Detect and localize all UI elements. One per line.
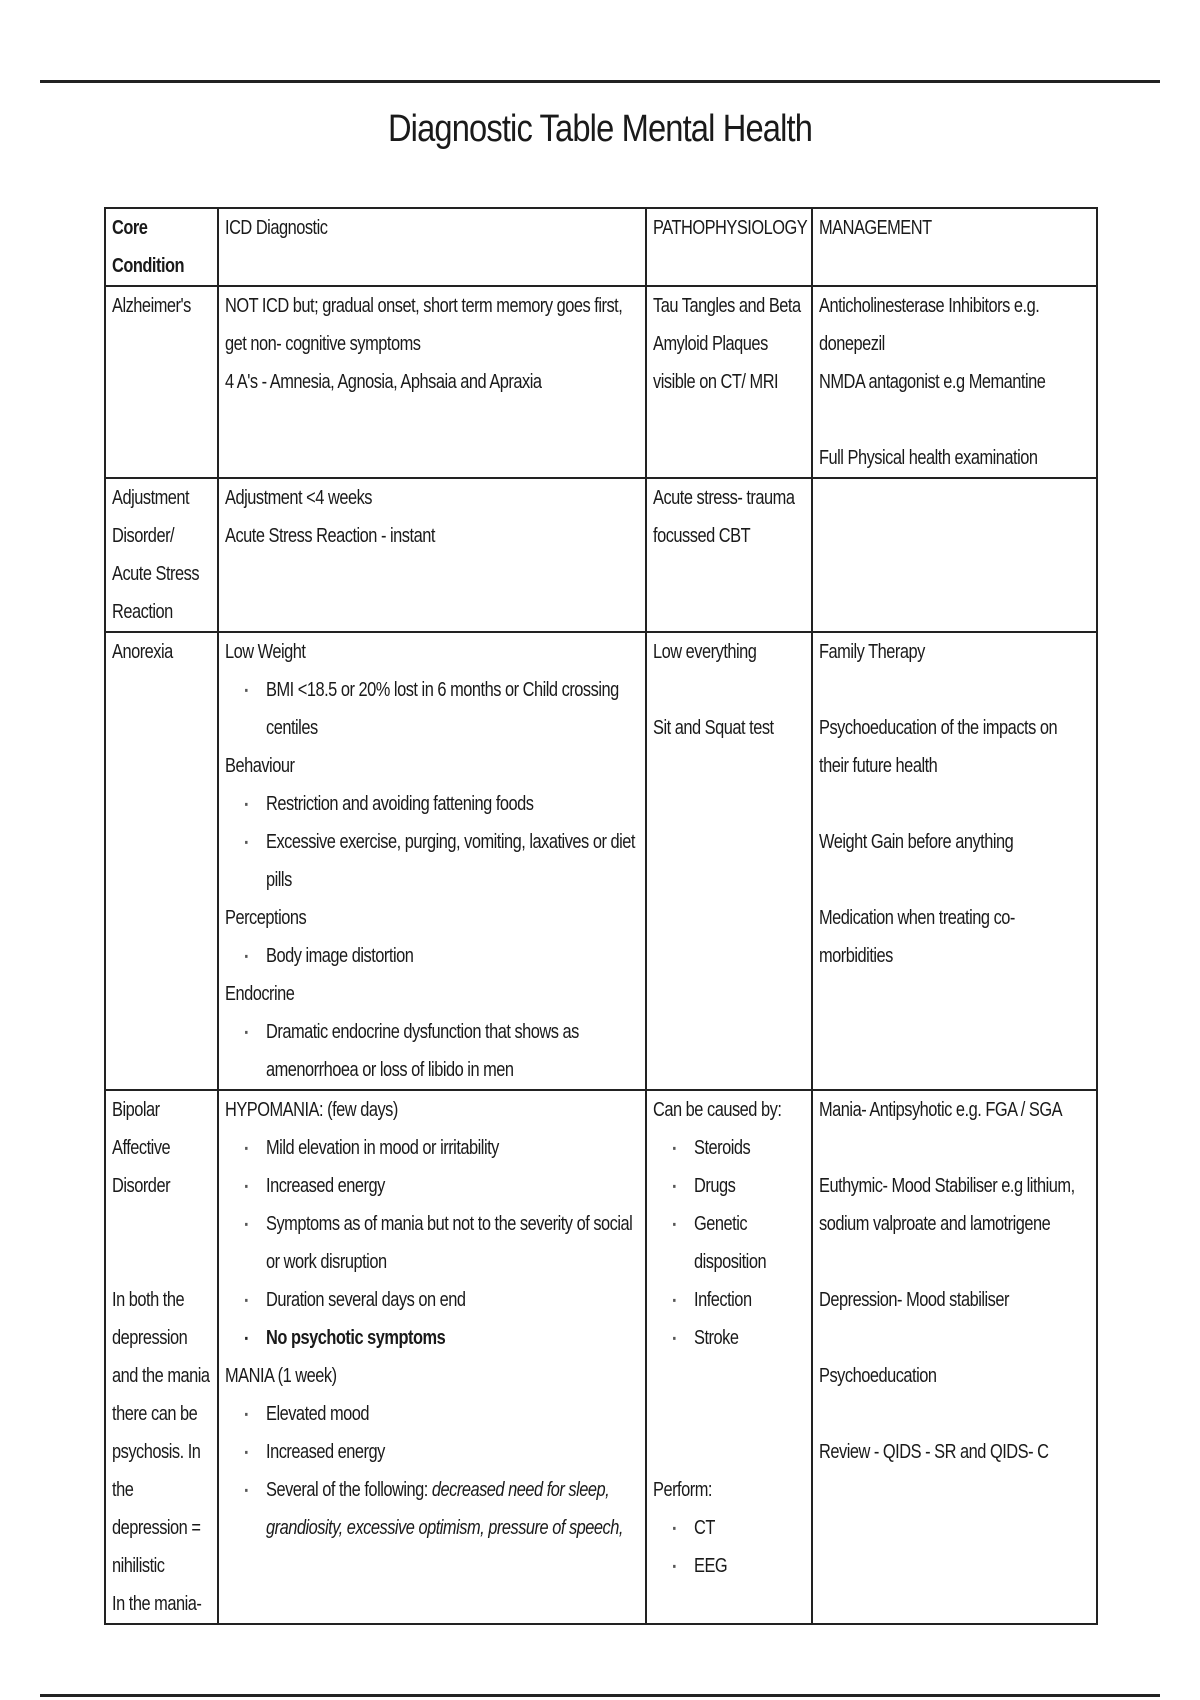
list-item: ▪ CT bbox=[694, 1509, 805, 1547]
patho-cell: Tau Tangles and Beta Amyloid Plaques visible on CT/ MRI bbox=[646, 286, 812, 478]
spacer bbox=[819, 861, 1090, 899]
condition-cell: Alzheimer's bbox=[105, 286, 218, 478]
management-text: Anticholinesterase Inhibitors e.g. donepezil bbox=[818, 295, 1040, 355]
table-row-adjustment bbox=[105, 478, 1097, 632]
spacer bbox=[819, 1243, 1090, 1281]
management-cell bbox=[812, 286, 1097, 478]
table-row-anorexia bbox=[105, 632, 1097, 1090]
icd-cell bbox=[218, 632, 646, 1090]
list-item: ▪ Duration several days on end bbox=[266, 1281, 639, 1319]
condition-note: In both the depression and the mania there can be psychosis. In the depression = nihilistic bbox=[112, 1289, 210, 1577]
management-text: Mania- Antipsyhotic e.g. FGA / SGA bbox=[818, 1099, 1062, 1121]
list-item-bold: ▪ No psychotic symptoms bbox=[266, 1319, 639, 1357]
header-management: MANAGEMENT bbox=[812, 208, 1097, 286]
diagnostic-table bbox=[104, 207, 1098, 1625]
icd-text: Acute Stress Reaction - instant bbox=[225, 525, 436, 547]
bullet-list bbox=[225, 671, 639, 747]
list-item: ▪ Drugs bbox=[694, 1167, 805, 1205]
spacer bbox=[819, 785, 1090, 823]
bottom-rule bbox=[40, 1694, 1160, 1697]
bullet-list bbox=[653, 1509, 805, 1585]
section-heading: HYPOMANIA: (few days) bbox=[225, 1099, 399, 1121]
management-text: Depression- Mood stabiliser bbox=[818, 1289, 1009, 1311]
page-title: Diagnostic Table Mental Health bbox=[387, 108, 813, 150]
patho-cell bbox=[646, 1090, 812, 1624]
management-cell bbox=[812, 632, 1097, 1090]
management-cell bbox=[812, 478, 1097, 632]
section-heading: Endocrine bbox=[225, 983, 295, 1005]
bullet-list bbox=[225, 1395, 639, 1547]
list-item: ▪ Symptoms as of mania but not to the severity of social or work disruption bbox=[266, 1205, 639, 1281]
section-heading: Low Weight bbox=[225, 641, 306, 663]
spacer bbox=[653, 1433, 805, 1471]
management-text: Medication when treating co- morbidities bbox=[818, 907, 1015, 967]
list-item: ▪ Steroids bbox=[694, 1129, 805, 1167]
spacer bbox=[819, 1395, 1090, 1433]
bullet-list bbox=[225, 937, 639, 975]
section-heading: Can be caused by: bbox=[653, 1099, 782, 1121]
patho-text: Sit and Squat test bbox=[653, 717, 774, 739]
management-text: Euthymic- Mood Stabiliser e.g lithium, sodium valproate and lamotrigene bbox=[818, 1175, 1075, 1235]
top-rule bbox=[40, 80, 1160, 83]
list-item: ▪ Restriction and avoiding fattening foods bbox=[266, 785, 639, 823]
list-item: ▪ Dramatic endocrine dysfunction that shows as amenorrhoea or loss of libido in men bbox=[266, 1013, 639, 1089]
bullet-list bbox=[225, 1129, 639, 1357]
patho-cell bbox=[646, 632, 812, 1090]
spacer bbox=[653, 1357, 805, 1395]
patho-cell: Acute stress- trauma focussed CBT bbox=[646, 478, 812, 632]
list-item: ▪ Elevated mood bbox=[266, 1395, 639, 1433]
section-heading: Perform: bbox=[653, 1479, 713, 1501]
condition-note: In the mania- bbox=[112, 1593, 202, 1615]
section-heading: MANIA (1 week) bbox=[225, 1365, 337, 1387]
icd-cell bbox=[218, 1090, 646, 1624]
spacer bbox=[819, 401, 1090, 439]
list-item: ▪ Excessive exercise, purging, vomiting, laxatives or diet pills bbox=[266, 823, 639, 899]
bullet-list bbox=[653, 1129, 805, 1357]
list-item: ▪ Increased energy bbox=[266, 1433, 639, 1471]
header-pathophysiology: PATHOPHYSIOLOGY bbox=[646, 208, 812, 286]
spacer bbox=[653, 1395, 805, 1433]
management-text: Psychoeducation of the impacts on their future health bbox=[818, 717, 1057, 777]
spacer bbox=[819, 1319, 1090, 1357]
list-item bbox=[266, 1471, 639, 1547]
bullet-list bbox=[225, 785, 639, 899]
list-item: ▪ EEG bbox=[694, 1547, 805, 1585]
management-text: Family Therapy bbox=[818, 641, 925, 663]
list-item-italic: decreased need for sleep, grandiosity, excessive optimism, pressure of speech, bbox=[266, 1479, 624, 1539]
table-row-bipolar bbox=[105, 1090, 1097, 1624]
spacer bbox=[112, 1243, 211, 1281]
spacer bbox=[819, 1129, 1090, 1167]
icd-cell bbox=[218, 478, 646, 632]
list-item: ▪ Increased energy bbox=[266, 1167, 639, 1205]
list-item: ▪ BMI <18.5 or 20% lost in 6 months or Child crossing centiles bbox=[266, 671, 639, 747]
list-item: ▪ Genetic disposition bbox=[694, 1205, 805, 1281]
patho-text: Low everything bbox=[653, 641, 757, 663]
management-cell bbox=[812, 1090, 1097, 1624]
icd-cell bbox=[218, 286, 646, 478]
condition-name: Bipolar Affective Disorder bbox=[112, 1099, 171, 1197]
condition-cell bbox=[105, 1090, 218, 1624]
spacer bbox=[819, 671, 1090, 709]
management-text: Review - QIDS - SR and QIDS- C bbox=[818, 1441, 1049, 1463]
list-item: ▪ Stroke bbox=[694, 1319, 805, 1357]
list-item: ▪ Mild elevation in mood or irritability bbox=[266, 1129, 639, 1167]
management-text: Psychoeducation bbox=[818, 1365, 937, 1387]
list-item-prefix: Several of the following: bbox=[266, 1479, 433, 1501]
spacer bbox=[653, 671, 805, 709]
icd-text: Adjustment <4 weeks bbox=[225, 487, 373, 509]
management-text: Full Physical health examination bbox=[818, 447, 1038, 469]
management-text: Weight Gain before anything bbox=[818, 831, 1014, 853]
icd-text: NOT ICD but; gradual onset, short term memory goes first, get non- cognitive symptoms bbox=[225, 295, 623, 355]
table-header-row bbox=[105, 208, 1097, 286]
condition-cell: Adjustment Disorder/ Acute Stress Reaction bbox=[105, 478, 218, 632]
spacer bbox=[112, 1205, 211, 1243]
condition-cell: Anorexia bbox=[105, 632, 218, 1090]
table-row-alzheimers bbox=[105, 286, 1097, 478]
list-item: ▪ Infection bbox=[694, 1281, 805, 1319]
icd-text: 4 A's - Amnesia, Agnosia, Aphsaia and Apraxia bbox=[225, 371, 542, 393]
bullet-list bbox=[225, 1013, 639, 1089]
list-item: ▪ Body image distortion bbox=[266, 937, 639, 975]
section-heading: Perceptions bbox=[225, 907, 307, 929]
section-heading: Behaviour bbox=[225, 755, 295, 777]
header-icd-diagnostic: ICD Diagnostic bbox=[218, 208, 646, 286]
management-text: NMDA antagonist e.g Memantine bbox=[818, 371, 1046, 393]
header-core-condition: Core Condition bbox=[105, 208, 218, 286]
